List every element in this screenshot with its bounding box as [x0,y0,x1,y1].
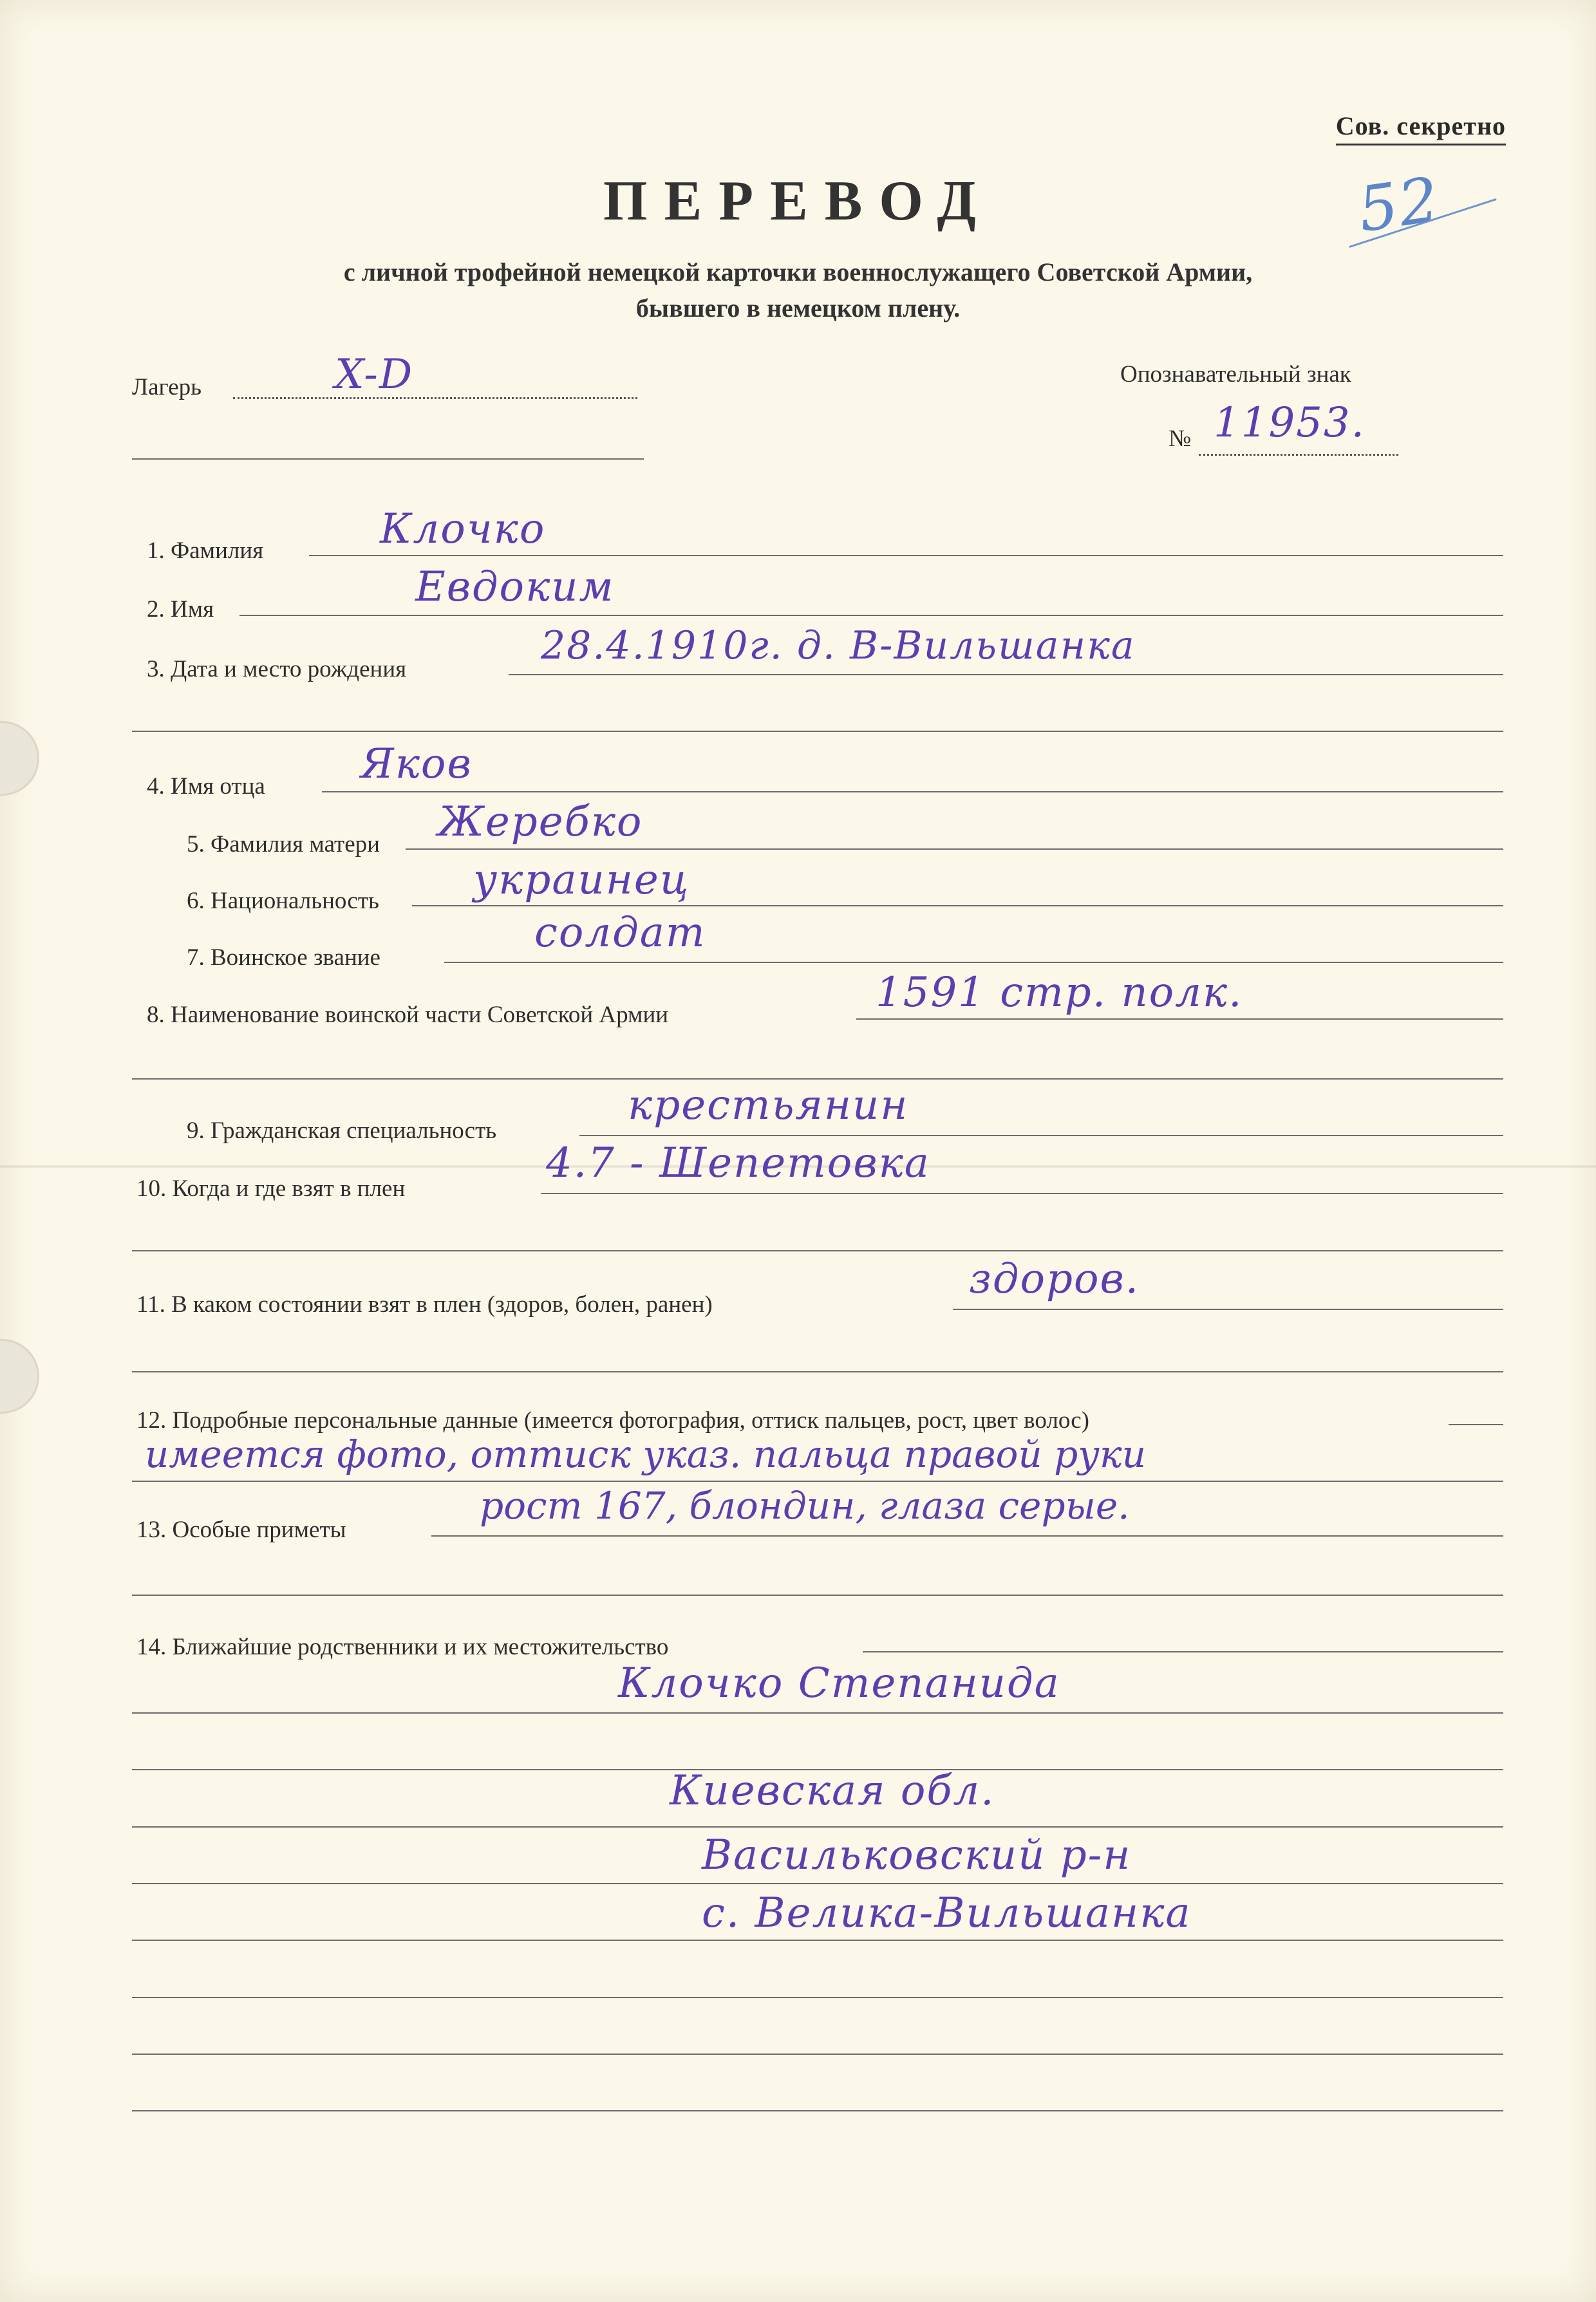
field-13-label: 13. Особые приметы [136,1517,346,1543]
punch-hole-bottom [0,1339,39,1414]
punch-hole-top [0,721,39,796]
field-14-line-2 [132,1712,1503,1714]
field-10-label: 10. Когда и где взят в плен [136,1175,406,1202]
tag-value: 11953. [1214,399,1366,447]
field-6-value: украинец [473,856,690,904]
stamp-number: 52 [1353,163,1445,247]
field-1-label: 1. Фамилия [147,538,264,564]
field-1-value: Клочко [380,505,546,553]
field-14-line-8 [132,2054,1503,2055]
tag-label: Опознавательный знак [1120,361,1351,388]
tag-line [1199,454,1398,456]
field-7-value: солдат [534,909,706,957]
field-14-label: 14. Ближайшие родственники и их местожительство [136,1634,669,1660]
field-6-label: 6. Национальность [187,888,379,914]
field-6-line [412,905,1503,906]
field-4-label: 4. Имя отца [147,773,265,800]
field-11-label: 11. В каком состоянии взят в плен (здоров, болен, ранен) [136,1291,713,1318]
field-12-line [1449,1424,1503,1425]
field-12-label: 12. Подробные персональные данные (имеется фотография, оттиск пальцев, рост, цвет волос) [136,1407,1089,1434]
field-10-value: 4.7 - Шепетовка [546,1139,930,1187]
field-11-extra-line [132,1371,1503,1372]
field-3-label: 3. Дата и место рождения [147,656,407,682]
field-14-line-7 [132,1997,1503,1998]
camp-second-line [132,458,644,460]
classification-label: Сов. секретно [1336,111,1506,145]
field-8-extra-line [132,1078,1503,1080]
field-3-value: 28.4.1910г. д. В-Вильшанка [541,623,1136,668]
field-13-line [431,1535,1503,1537]
camp-line [233,397,637,399]
subtitle-line-1: с личной трофейной немецкой карточки военнослужащего Советской Армии, [343,257,1253,286]
field-8-line [856,1018,1503,1020]
tag-number-sign: № [1169,426,1192,452]
field-10-extra-line [132,1250,1503,1251]
field-5-label: 5. Фамилия матери [187,831,380,857]
field-11-value: здоров. [969,1255,1140,1303]
relative-region: Киевская обл. [670,1767,995,1815]
field-3-line [509,674,1503,675]
field-9-value: крестьянин [628,1081,909,1129]
field-8-label: 8. Наименование воинской части Советской Армии [147,1002,669,1028]
document-subtitle [0,254,1596,326]
field-3-extra-line [132,731,1503,732]
field-4-line [322,791,1503,792]
field-4-value: Яков [361,740,473,788]
field-9-label: 9. Гражданская специальность [187,1118,497,1144]
field-11-line [953,1309,1503,1310]
field-12-value: имеется фото, оттиск указ. пальца правой руки [145,1432,1146,1476]
field-7-line [444,962,1503,963]
relative-village: с. Велика-Вильшанка [702,1889,1192,1937]
field-2-value: Евдоким [415,563,615,611]
field-5-line [406,848,1503,850]
field-13-value: рост 167, блондин, глаза серые. [480,1484,1130,1528]
field-14-line-4 [132,1826,1503,1828]
field-2-line [239,615,1503,616]
field-14-line [863,1651,1503,1652]
field-1-line [309,555,1503,556]
relative-district: Васильковский р-н [702,1831,1132,1879]
document-title: ПЕРЕВОД [603,170,993,232]
field-13-extra-line [132,1595,1503,1596]
camp-label: Лагерь [132,374,202,400]
field-5-value: Жеребко [438,798,643,846]
field-14-line-9 [132,2110,1503,2111]
field-8-value: 1591 стр. полк. [876,969,1243,1016]
camp-value: X-D [335,351,414,398]
field-2-label: 2. Имя [147,596,214,622]
field-7-label: 7. Воинское звание [187,944,380,971]
field-9-line [579,1135,1503,1136]
field-12-answer-line [132,1481,1503,1482]
relative-name: Клочко Степанида [618,1660,1060,1707]
field-14-line-6 [132,1940,1503,1941]
subtitle-line-2: бывшего в немецком плену. [635,294,961,323]
field-10-line [541,1193,1503,1194]
field-14-line-5 [132,1883,1503,1884]
